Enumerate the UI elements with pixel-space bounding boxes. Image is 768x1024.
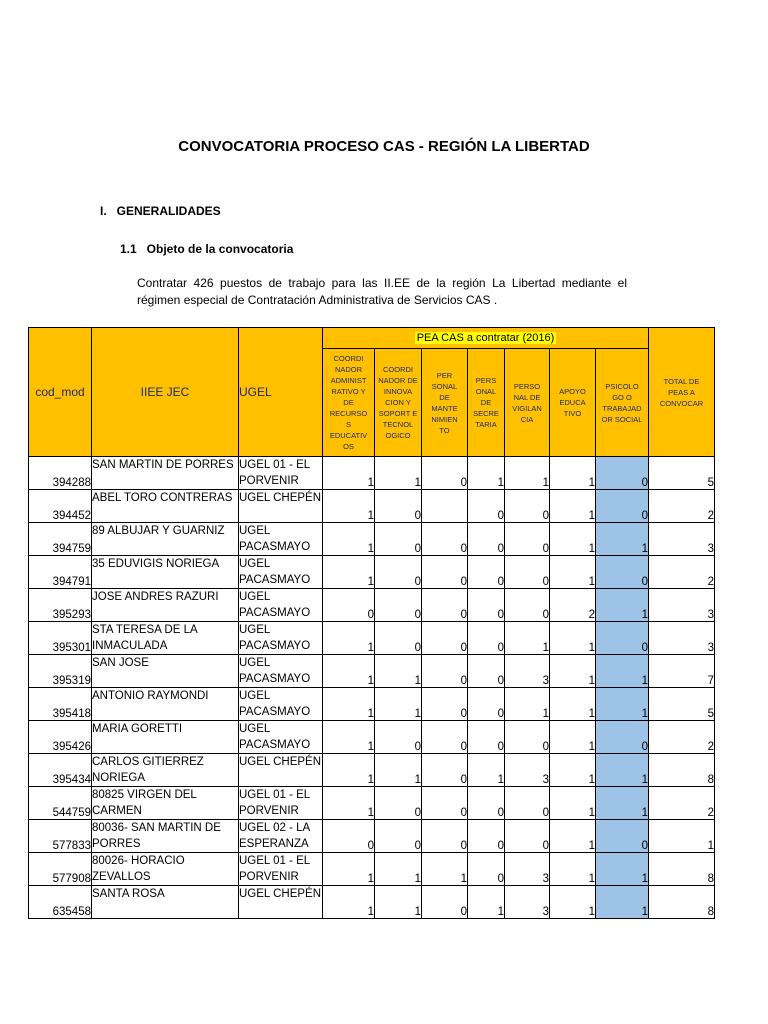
- cell-coord-innov: 0: [375, 490, 422, 523]
- cell-coord-innov: 1: [375, 457, 422, 490]
- cell-iiee-name: 89 ALBUJAR Y GUARNIZ: [92, 523, 239, 556]
- cell-iiee-name: SAN JOSE: [92, 655, 239, 688]
- table-row: [29, 886, 715, 919]
- cell-total: 7: [649, 655, 715, 688]
- cell-ugel: UGEL PACASMAYO: [239, 622, 323, 655]
- header-cod-mod: cod_mod: [29, 328, 92, 457]
- cell-mantenimiento: 0: [422, 688, 468, 721]
- table-row: [29, 655, 715, 688]
- cell-apoyo-educativo: 1: [550, 787, 596, 820]
- cell-ugel: UGEL PACASMAYO: [239, 721, 323, 754]
- cell-secretaria: 0: [468, 523, 505, 556]
- header-ugel-label: UGEL: [239, 385, 272, 399]
- cell-vigilancia: 3: [505, 655, 550, 688]
- cell-ugel: UGEL CHEPÉN: [239, 490, 323, 523]
- cell-cod-mod: 544759: [29, 787, 92, 820]
- cell-ugel: UGEL CHEPÉN: [239, 754, 323, 787]
- cell-ugel: UGEL PACASMAYO: [239, 556, 323, 589]
- cell-cod-mod: 395319: [29, 655, 92, 688]
- cell-coord-innov: 0: [375, 556, 422, 589]
- cell-iiee-name: ABEL TORO CONTRERAS: [92, 490, 239, 523]
- cell-total: 1: [649, 820, 715, 853]
- cell-total: 3: [649, 589, 715, 622]
- cell-mantenimiento: 0: [422, 787, 468, 820]
- cell-cod-mod: 395301: [29, 622, 92, 655]
- cell-apoyo-educativo: 1: [550, 688, 596, 721]
- cell-coord-innov: 1: [375, 655, 422, 688]
- cell-total: 5: [649, 457, 715, 490]
- cell-total: 8: [649, 886, 715, 919]
- cell-vigilancia: 3: [505, 886, 550, 919]
- cell-apoyo-educativo: 1: [550, 622, 596, 655]
- cell-vigilancia: 3: [505, 853, 550, 886]
- cell-cod-mod: 395293: [29, 589, 92, 622]
- cell-vigilancia: 1: [505, 622, 550, 655]
- cell-vigilancia: 0: [505, 523, 550, 556]
- cell-vigilancia: 0: [505, 721, 550, 754]
- cell-coord-admin: 1: [323, 490, 375, 523]
- cell-mantenimiento: 0: [422, 589, 468, 622]
- cell-ugel: UGEL PACASMAYO: [239, 655, 323, 688]
- cell-coord-innov: 1: [375, 688, 422, 721]
- cell-vigilancia: 0: [505, 820, 550, 853]
- cell-iiee-name: MARIA GORETTI: [92, 721, 239, 754]
- cell-iiee-name: 35 EDUVIGIS NORIEGA: [92, 556, 239, 589]
- cell-secretaria: 0: [468, 655, 505, 688]
- cell-mantenimiento: 0: [422, 754, 468, 787]
- cell-secretaria: 0: [468, 688, 505, 721]
- table-row: [29, 787, 715, 820]
- cell-vigilancia: 0: [505, 787, 550, 820]
- cell-secretaria: 0: [468, 589, 505, 622]
- header-total: TOTAL DE PEAS A CONVOCAR: [649, 328, 715, 457]
- cell-cod-mod: 635458: [29, 886, 92, 919]
- cell-ugel: UGEL 02 - LA ESPERANZA: [239, 820, 323, 853]
- cell-apoyo-educativo: 1: [550, 655, 596, 688]
- cell-mantenimiento: 0: [422, 457, 468, 490]
- cell-secretaria: 0: [468, 721, 505, 754]
- cell-psicologo: 1: [596, 754, 649, 787]
- cell-coord-innov: 0: [375, 787, 422, 820]
- cell-psicologo: 0: [596, 622, 649, 655]
- cell-ugel: UGEL 01 - EL PORVENIR: [239, 787, 323, 820]
- header-mantenimiento: PER SONAL DE MANTE NIMIEN TO: [422, 349, 468, 457]
- cell-coord-innov: 1: [375, 754, 422, 787]
- table-body: [29, 457, 715, 919]
- cell-coord-admin: 0: [323, 820, 375, 853]
- cell-psicologo: 1: [596, 886, 649, 919]
- cell-secretaria: 0: [468, 556, 505, 589]
- cell-iiee-name: 80825 VIRGEN DEL CARMEN: [92, 787, 239, 820]
- cell-mantenimiento: [422, 490, 468, 523]
- cell-mantenimiento: 0: [422, 622, 468, 655]
- cell-ugel: UGEL PACASMAYO: [239, 523, 323, 556]
- cell-apoyo-educativo: 1: [550, 754, 596, 787]
- header-pea-cas-label: PEA CAS a contratar (2016): [416, 332, 555, 344]
- cell-coord-admin: 1: [323, 523, 375, 556]
- cell-coord-admin: 1: [323, 622, 375, 655]
- cell-coord-innov: 0: [375, 589, 422, 622]
- cell-apoyo-educativo: 2: [550, 589, 596, 622]
- cell-iiee-name: JOSE ANDRES RAZURI: [92, 589, 239, 622]
- cell-psicologo: 0: [596, 820, 649, 853]
- cell-psicologo: 1: [596, 589, 649, 622]
- cell-cod-mod: 395426: [29, 721, 92, 754]
- positions-table: [28, 327, 715, 919]
- cell-total: 8: [649, 754, 715, 787]
- cell-coord-admin: 0: [323, 589, 375, 622]
- table-row: [29, 490, 715, 523]
- table-row: [29, 853, 715, 886]
- cell-coord-admin: 1: [323, 721, 375, 754]
- cell-secretaria: 1: [468, 754, 505, 787]
- cell-cod-mod: 394791: [29, 556, 92, 589]
- cell-vigilancia: 0: [505, 556, 550, 589]
- cell-coord-admin: 1: [323, 655, 375, 688]
- cell-coord-innov: 1: [375, 853, 422, 886]
- cell-psicologo: 1: [596, 688, 649, 721]
- cell-iiee-name: ANTONIO RAYMONDI: [92, 688, 239, 721]
- cell-vigilancia: 3: [505, 754, 550, 787]
- table-row: [29, 556, 715, 589]
- header-apoyo-educativo: APOYO EDUCA TIVO: [550, 349, 596, 457]
- cell-ugel: UGEL PACASMAYO: [239, 688, 323, 721]
- header-coord-administrativo: COORDI NADOR ADMINIST RATIVO Y DE RECURSO S EDUCATIV OS: [323, 349, 375, 457]
- cell-coord-admin: 1: [323, 754, 375, 787]
- cell-secretaria: 0: [468, 622, 505, 655]
- cell-apoyo-educativo: 1: [550, 721, 596, 754]
- cell-coord-innov: 0: [375, 820, 422, 853]
- header-vigilancia: PERSO NAL DE VIGILAN CIA: [505, 349, 550, 457]
- table-row: [29, 622, 715, 655]
- cell-mantenimiento: 1: [422, 853, 468, 886]
- cell-iiee-name: 80036- SAN MARTIN DE PORRES: [92, 820, 239, 853]
- cell-total: 5: [649, 688, 715, 721]
- objective-paragraph: Contratar 426 puestos de trabajo para las II.EE de la región La Libertad mediante el régimen especial de Contratación Administrativa de Servicios CAS .: [137, 276, 627, 307]
- header-psicologo: PSICOLO GO O TRABAJAD OR SOCIAL: [596, 349, 649, 457]
- cell-total: 3: [649, 622, 715, 655]
- header-coord-innovacion: COORDI NADOR DE INNOVA CION Y SOPORT E TECNOL OGICO: [375, 349, 422, 457]
- cell-psicologo: 1: [596, 787, 649, 820]
- cell-cod-mod: 577908: [29, 853, 92, 886]
- cell-coord-admin: 1: [323, 853, 375, 886]
- cell-total: 2: [649, 721, 715, 754]
- cell-secretaria: 0: [468, 853, 505, 886]
- cell-iiee-name: CARLOS GITIERREZ NORIEGA: [92, 754, 239, 787]
- cell-cod-mod: 394759: [29, 523, 92, 556]
- cell-psicologo: 0: [596, 490, 649, 523]
- cell-secretaria: 0: [468, 820, 505, 853]
- cell-psicologo: 1: [596, 853, 649, 886]
- cell-psicologo: 0: [596, 721, 649, 754]
- cell-psicologo: 1: [596, 655, 649, 688]
- header-secretaria: PERS ONAL DE SECRE TARIA: [468, 349, 505, 457]
- cell-coord-innov: 0: [375, 622, 422, 655]
- document-title: CONVOCATORIA PROCESO CAS - REGIÓN LA LIBERTAD: [178, 138, 590, 155]
- cell-secretaria: 0: [468, 490, 505, 523]
- cell-ugel: UGEL 01 - EL PORVENIR: [239, 457, 323, 490]
- cell-coord-innov: 0: [375, 523, 422, 556]
- cell-coord-innov: 1: [375, 886, 422, 919]
- cell-total: 2: [649, 490, 715, 523]
- cell-iiee-name: SANTA ROSA: [92, 886, 239, 919]
- cell-coord-admin: 1: [323, 886, 375, 919]
- header-iiee-jec: IIEE JEC: [92, 328, 239, 457]
- table-row: [29, 589, 715, 622]
- cell-psicologo: 1: [596, 523, 649, 556]
- cell-cod-mod: 394288: [29, 457, 92, 490]
- cell-apoyo-educativo: 1: [550, 490, 596, 523]
- cell-ugel: UGEL PACASMAYO: [239, 589, 323, 622]
- cell-coord-innov: 0: [375, 721, 422, 754]
- header-pea-cas: [323, 328, 649, 349]
- cell-secretaria: 1: [468, 457, 505, 490]
- cell-mantenimiento: 0: [422, 655, 468, 688]
- table-row: [29, 754, 715, 787]
- cell-apoyo-educativo: 1: [550, 556, 596, 589]
- cell-coord-admin: 1: [323, 457, 375, 490]
- cell-apoyo-educativo: 1: [550, 457, 596, 490]
- table-row: [29, 457, 715, 490]
- cell-psicologo: 0: [596, 457, 649, 490]
- cell-apoyo-educativo: 1: [550, 523, 596, 556]
- cell-iiee-name: SAN MARTIN DE PORRES: [92, 457, 239, 490]
- cell-iiee-name: 80026- HORACIO ZEVALLOS: [92, 853, 239, 886]
- table-row: [29, 820, 715, 853]
- cell-cod-mod: 395418: [29, 688, 92, 721]
- cell-psicologo: 0: [596, 556, 649, 589]
- cell-vigilancia: 1: [505, 457, 550, 490]
- header-ugel: [239, 328, 323, 457]
- cell-cod-mod: 577833: [29, 820, 92, 853]
- section-heading-generalidades: I. GENERALIDADES: [100, 204, 221, 218]
- cell-mantenimiento: 0: [422, 556, 468, 589]
- cell-coord-admin: 1: [323, 787, 375, 820]
- cell-mantenimiento: 0: [422, 721, 468, 754]
- cell-coord-admin: 1: [323, 688, 375, 721]
- cell-total: 8: [649, 853, 715, 886]
- cell-coord-admin: 1: [323, 556, 375, 589]
- cell-apoyo-educativo: 1: [550, 853, 596, 886]
- cell-ugel: UGEL CHEPÉN: [239, 886, 323, 919]
- table-row: [29, 523, 715, 556]
- cell-secretaria: 0: [468, 787, 505, 820]
- cell-vigilancia: 0: [505, 490, 550, 523]
- cell-vigilancia: 0: [505, 589, 550, 622]
- cell-mantenimiento: 0: [422, 523, 468, 556]
- cell-total: 2: [649, 556, 715, 589]
- cell-iiee-name: STA TERESA DE LA INMACULADA: [92, 622, 239, 655]
- cell-cod-mod: 395434: [29, 754, 92, 787]
- table-row: [29, 721, 715, 754]
- cell-ugel: UGEL 01 - EL PORVENIR: [239, 853, 323, 886]
- subsection-heading-objeto: 1.1 Objeto de la convocatoria: [120, 242, 294, 256]
- cell-mantenimiento: 0: [422, 886, 468, 919]
- cell-cod-mod: 394452: [29, 490, 92, 523]
- cell-apoyo-educativo: 1: [550, 820, 596, 853]
- cell-total: 3: [649, 523, 715, 556]
- cell-apoyo-educativo: 1: [550, 886, 596, 919]
- cell-secretaria: 1: [468, 886, 505, 919]
- cell-total: 2: [649, 787, 715, 820]
- cell-mantenimiento: 0: [422, 820, 468, 853]
- table-row: [29, 688, 715, 721]
- cell-vigilancia: 1: [505, 688, 550, 721]
